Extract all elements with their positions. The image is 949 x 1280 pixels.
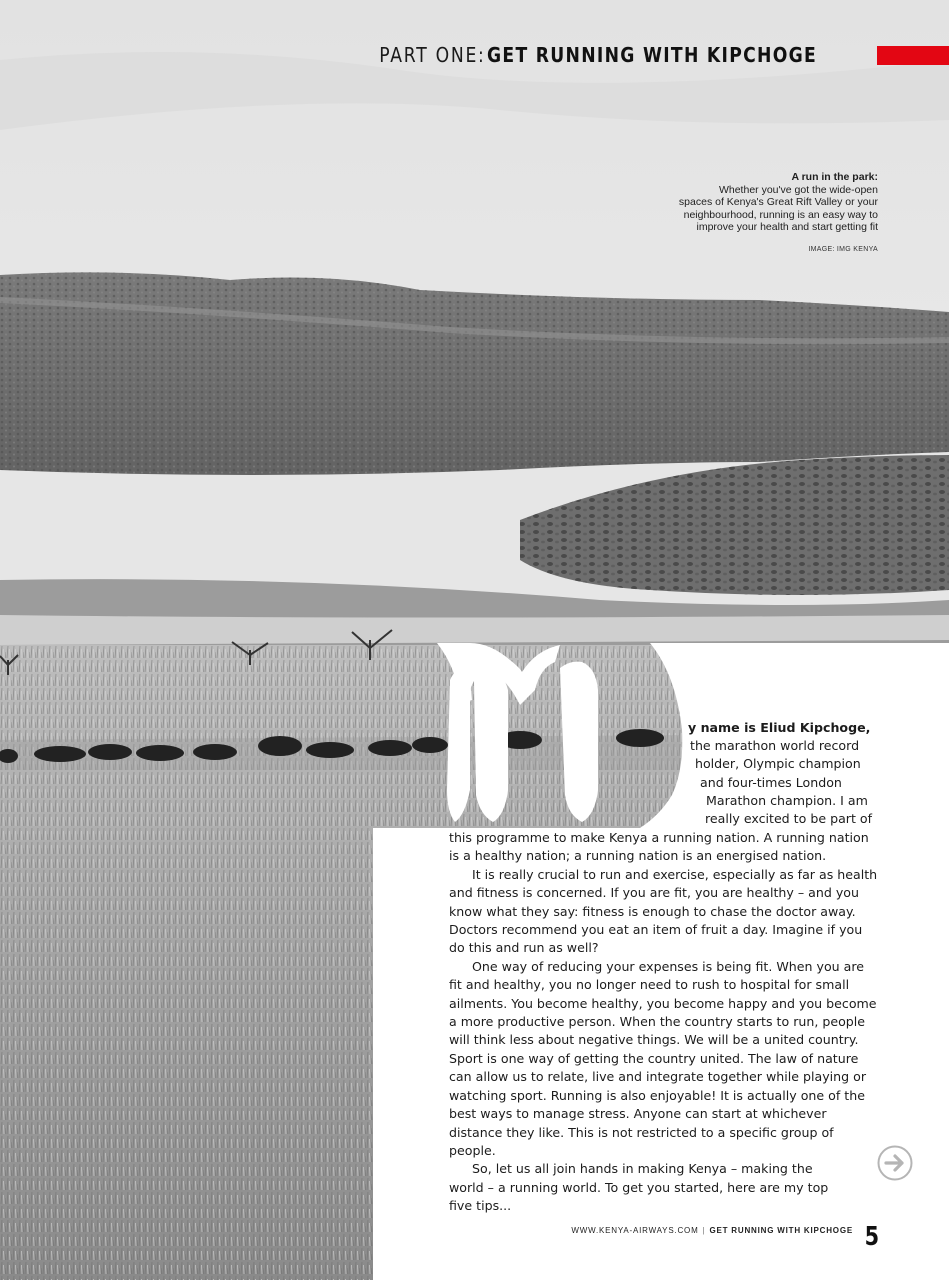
header-title: GET RUNNING WITH KIPCHOGE	[487, 43, 818, 67]
footer-section: GET RUNNING WITH KIPCHOGE	[709, 1226, 853, 1235]
intro-line: holder, Olympic champion	[695, 756, 861, 771]
intro-line: and four-times London	[700, 775, 842, 790]
body-paragraph: It is really crucial to run and exercise, especially as far as health and fitness is concerned. If you are fit, you are healthy – and you know what they say: fitness is enough to chase the doctor away. Doctors recommend you eat an item of fruit a day. Imagine if you do this and run as well?	[449, 866, 878, 956]
arrow-right-circle-icon[interactable]	[877, 1145, 913, 1181]
intro-line: y name is Eliud Kipchoge,	[688, 720, 871, 735]
article-body	[449, 829, 879, 1216]
caption-line: Whether you've got the wide-open	[718, 183, 878, 196]
intro-line: Marathon champion. I am	[706, 793, 868, 808]
body-paragraph: this programme to make Kenya a running nation. A running nation is a healthy nation; a running nation is an energised nation.	[449, 830, 869, 864]
body-paragraph: So, let us all join hands in making Kenya – making the world – a running world. To get you started, here are my top five tips...	[449, 1161, 829, 1214]
caption-title: A run in the park:	[791, 171, 878, 183]
body-paragraph: One way of reducing your expenses is being fit. When you are fit and healthy, you no longer need to rush to hospital for small ailments. You become healthy, you become happy and you become a more productive person. When the country starts to run, people will think less about negative things. We will be a united country. Sport is one way of getting the country united. The law of nature can allow us to relate, live and integrate together while playing or watching sport. Running is also enjoyable! It is actually one of the best ways to manage stress. Anyone can start at whichever distance they like. This is not restricted to a specific group of people.	[449, 958, 877, 1158]
caption-line: spaces of Kenya's Great Rift Valley or your	[678, 196, 878, 208]
caption-line: improve your health and start getting fit	[696, 221, 878, 233]
footer-website: WWW.KENYA-AIRWAYS.COM	[571, 1226, 699, 1235]
page-number: 5	[864, 1222, 879, 1252]
header-prefix: PART ONE:	[378, 43, 486, 67]
caption-line: neighbourhood, running is an easy way to	[683, 208, 878, 221]
image-credit: IMAGE: IMG KENYA	[808, 245, 878, 253]
intro-line: the marathon world record	[690, 738, 860, 753]
footer-separator: |	[702, 1226, 706, 1235]
intro-line: really excited to be part of	[705, 811, 873, 826]
page-footer	[571, 1226, 879, 1235]
